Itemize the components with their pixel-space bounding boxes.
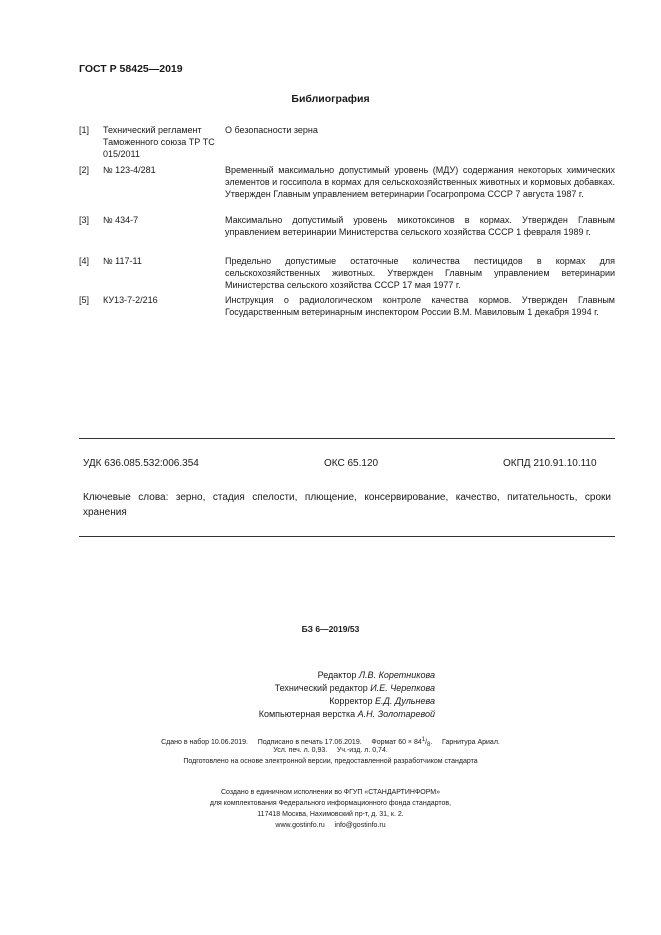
udk-code: УДК 636.085.532:006.354 bbox=[83, 458, 199, 469]
credit-name: А.Н. Золотаревой bbox=[357, 709, 435, 719]
entry-reference: № 117-11 bbox=[103, 256, 142, 266]
entry-description: О безопасности зерна bbox=[225, 125, 318, 135]
entry-reference: № 434-7 bbox=[103, 215, 139, 225]
print-info-line: Подготовлено на основе электронной версии, предоставленной разработчиком стандарта bbox=[183, 758, 478, 765]
okpd-code: ОКПД 210.91.10.110 bbox=[503, 458, 597, 469]
entry-description: Максимально допустимый уровень микотоксинов в кормах. Утвержден Главным управлением ветеринарии Министерства сельского хозяйства СССР 1 февраля 1989 г. bbox=[225, 215, 615, 238]
top-divider bbox=[79, 438, 615, 439]
entry-number: [4] bbox=[79, 256, 90, 266]
print-info-line: Сдано в набор 10.06.2019. Подписано в печать 17.06.2019. Формат $60 \times 84^1/_8$. Гарнитура Ариал. bbox=[161, 737, 500, 748]
publisher-line: www.gostinfo.ru info@gostinfo.ru bbox=[275, 822, 386, 829]
credit-role: Корректор bbox=[329, 696, 373, 706]
entry-reference: КУ13-7-2/216 bbox=[103, 295, 158, 305]
credit-role: Технический редактор bbox=[274, 683, 368, 693]
credit-name: И.Е. Черепкова bbox=[370, 683, 435, 693]
entry-description: Инструкция о радиологическом контроле качества кормов. Утвержден Главным Государственным ветеринарным инспектором России В.М. Мавиловым 1 декабря 1994 г. bbox=[225, 295, 615, 318]
entry-number: [2] bbox=[79, 165, 90, 175]
publisher-line: для комплектования Федерального информационного фонда стандартов, bbox=[209, 800, 452, 807]
credit-line bbox=[200, 669, 435, 682]
bz-number: БЗ 6—2019/53 bbox=[301, 624, 360, 634]
credit-role: Редактор bbox=[317, 670, 357, 680]
entry-number: [3] bbox=[79, 215, 90, 225]
bottom-divider bbox=[79, 536, 615, 537]
oks-code: ОКС 65.120 bbox=[324, 458, 379, 469]
bibliography-title: Библиография bbox=[291, 93, 370, 105]
entry-reference: № 123-4/281 bbox=[103, 165, 156, 175]
format-fraction-numerator: 1 bbox=[421, 737, 426, 743]
entry-number: [5] bbox=[79, 295, 90, 305]
keywords: Ключевые слова: зерно, стадия спелости, плющение, консервирование, качество, питательность, сроки хранения bbox=[83, 492, 611, 518]
credit-line bbox=[200, 682, 435, 695]
credit-role: Компьютерная верстка bbox=[258, 709, 356, 719]
format-fraction-denominator: 8 bbox=[427, 742, 431, 748]
entry-description: Временный максимально допустимый уровень (МДУ) содержания некоторых химических элементов и госсипола в кормах для сельскохозяйственных животных и кормовых добавках. Утвержден Главным управлением ветеринарии Госагропрома СССР 7 августа 1987 г. bbox=[225, 165, 615, 200]
publisher-line: Создано в единичном исполнении во ФГУП «СТАНДАРТИНФОРМ» bbox=[220, 789, 441, 796]
entry-number: [1] bbox=[79, 125, 90, 135]
print-info-text: Сдано в набор 10.06.2019. Подписано в печать 17.06.2019. Формат 60 × 84 bbox=[161, 739, 422, 746]
entry-reference: Технический регламент Таможенного союза ТР ТС 015/2011 bbox=[103, 125, 215, 160]
print-info-line: Усл. печ. л. 0,93. Уч.-изд. л. 0,74. bbox=[273, 747, 388, 754]
entry-description: Предельно допустимые остаточные количества пестицидов в кормах для сельскохозяйственных животных. Утвержден Главным управлением ветеринарии Министерства сельского хозяйства СССР 17 мая 1977 г. bbox=[225, 256, 615, 291]
publisher-line: 117418 Москва, Нахимовский пр-т, д. 31, к. 2. bbox=[257, 811, 404, 818]
credit-name: Е.Д. Дульнева bbox=[375, 696, 435, 706]
document-code: ГОСТ Р 58425—2019 bbox=[79, 63, 183, 75]
credit-name: Л.В. Коретникова bbox=[358, 670, 435, 680]
credit-line bbox=[200, 708, 435, 721]
print-info-text: . Гарнитура Ариал. bbox=[430, 739, 500, 746]
credit-line bbox=[200, 695, 435, 708]
